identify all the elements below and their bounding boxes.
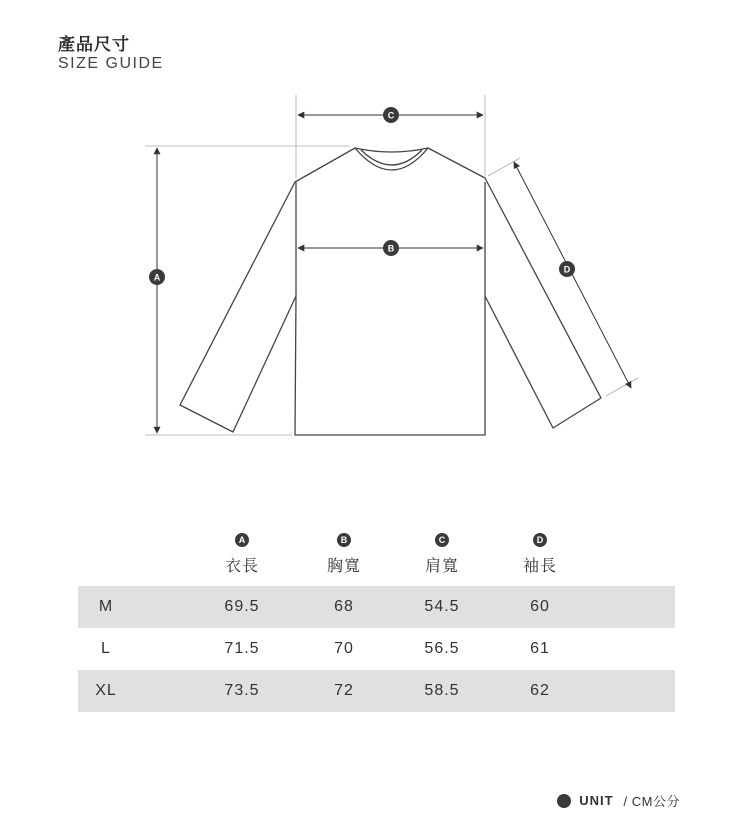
value-shoulder: 56.5 bbox=[424, 640, 460, 657]
page-title: 產品尺寸 bbox=[58, 35, 130, 55]
size-label: L bbox=[101, 640, 111, 657]
page-subtitle: SIZE GUIDE bbox=[58, 55, 164, 72]
value-length: 69.5 bbox=[224, 598, 260, 615]
shirt-outline bbox=[180, 148, 601, 435]
value-shoulder: 58.5 bbox=[424, 682, 460, 699]
size-label: XL bbox=[95, 682, 117, 699]
unit-label: UNIT bbox=[579, 793, 614, 808]
table-row bbox=[78, 670, 675, 712]
marker-b-badge: B bbox=[337, 533, 351, 547]
marker-c-badge: C bbox=[435, 533, 449, 547]
column-header-sleeve bbox=[510, 528, 570, 576]
marker-d-icon bbox=[559, 261, 575, 277]
marker-a-badge: A bbox=[235, 533, 249, 547]
value-length: 73.5 bbox=[224, 682, 260, 699]
bullet-icon bbox=[557, 794, 571, 808]
value-sleeve: 61 bbox=[530, 640, 550, 657]
unit-value: / CM公分 bbox=[623, 794, 680, 809]
table-header-row bbox=[78, 528, 675, 586]
marker-b-icon bbox=[383, 240, 399, 256]
table-row bbox=[78, 628, 675, 670]
size-table bbox=[78, 528, 675, 712]
column-header-shoulder bbox=[412, 528, 472, 576]
value-chest: 70 bbox=[334, 640, 354, 657]
svg-text:B: B bbox=[387, 243, 395, 254]
column-header-length bbox=[212, 528, 272, 576]
value-sleeve: 62 bbox=[530, 682, 550, 699]
value-sleeve: 60 bbox=[530, 598, 550, 615]
column-label: 肩寬 bbox=[424, 556, 459, 575]
unit-note bbox=[557, 791, 680, 810]
marker-a-icon bbox=[149, 269, 165, 285]
size-label: M bbox=[98, 598, 114, 615]
table-row bbox=[78, 586, 675, 628]
marker-c-icon bbox=[383, 107, 399, 123]
marker-d-badge: D bbox=[533, 533, 547, 547]
column-label: 胸寬 bbox=[326, 556, 361, 575]
value-chest: 72 bbox=[334, 682, 354, 699]
svg-text:D: D bbox=[563, 264, 571, 275]
svg-text:A: A bbox=[153, 272, 161, 283]
value-shoulder: 54.5 bbox=[424, 598, 460, 615]
dimension-arrows bbox=[157, 115, 631, 433]
value-chest: 68 bbox=[334, 598, 354, 615]
svg-text:C: C bbox=[387, 110, 395, 121]
column-label: 袖長 bbox=[522, 556, 557, 575]
column-label: 衣長 bbox=[224, 556, 259, 575]
value-length: 71.5 bbox=[224, 640, 260, 657]
column-header-chest bbox=[314, 528, 374, 576]
